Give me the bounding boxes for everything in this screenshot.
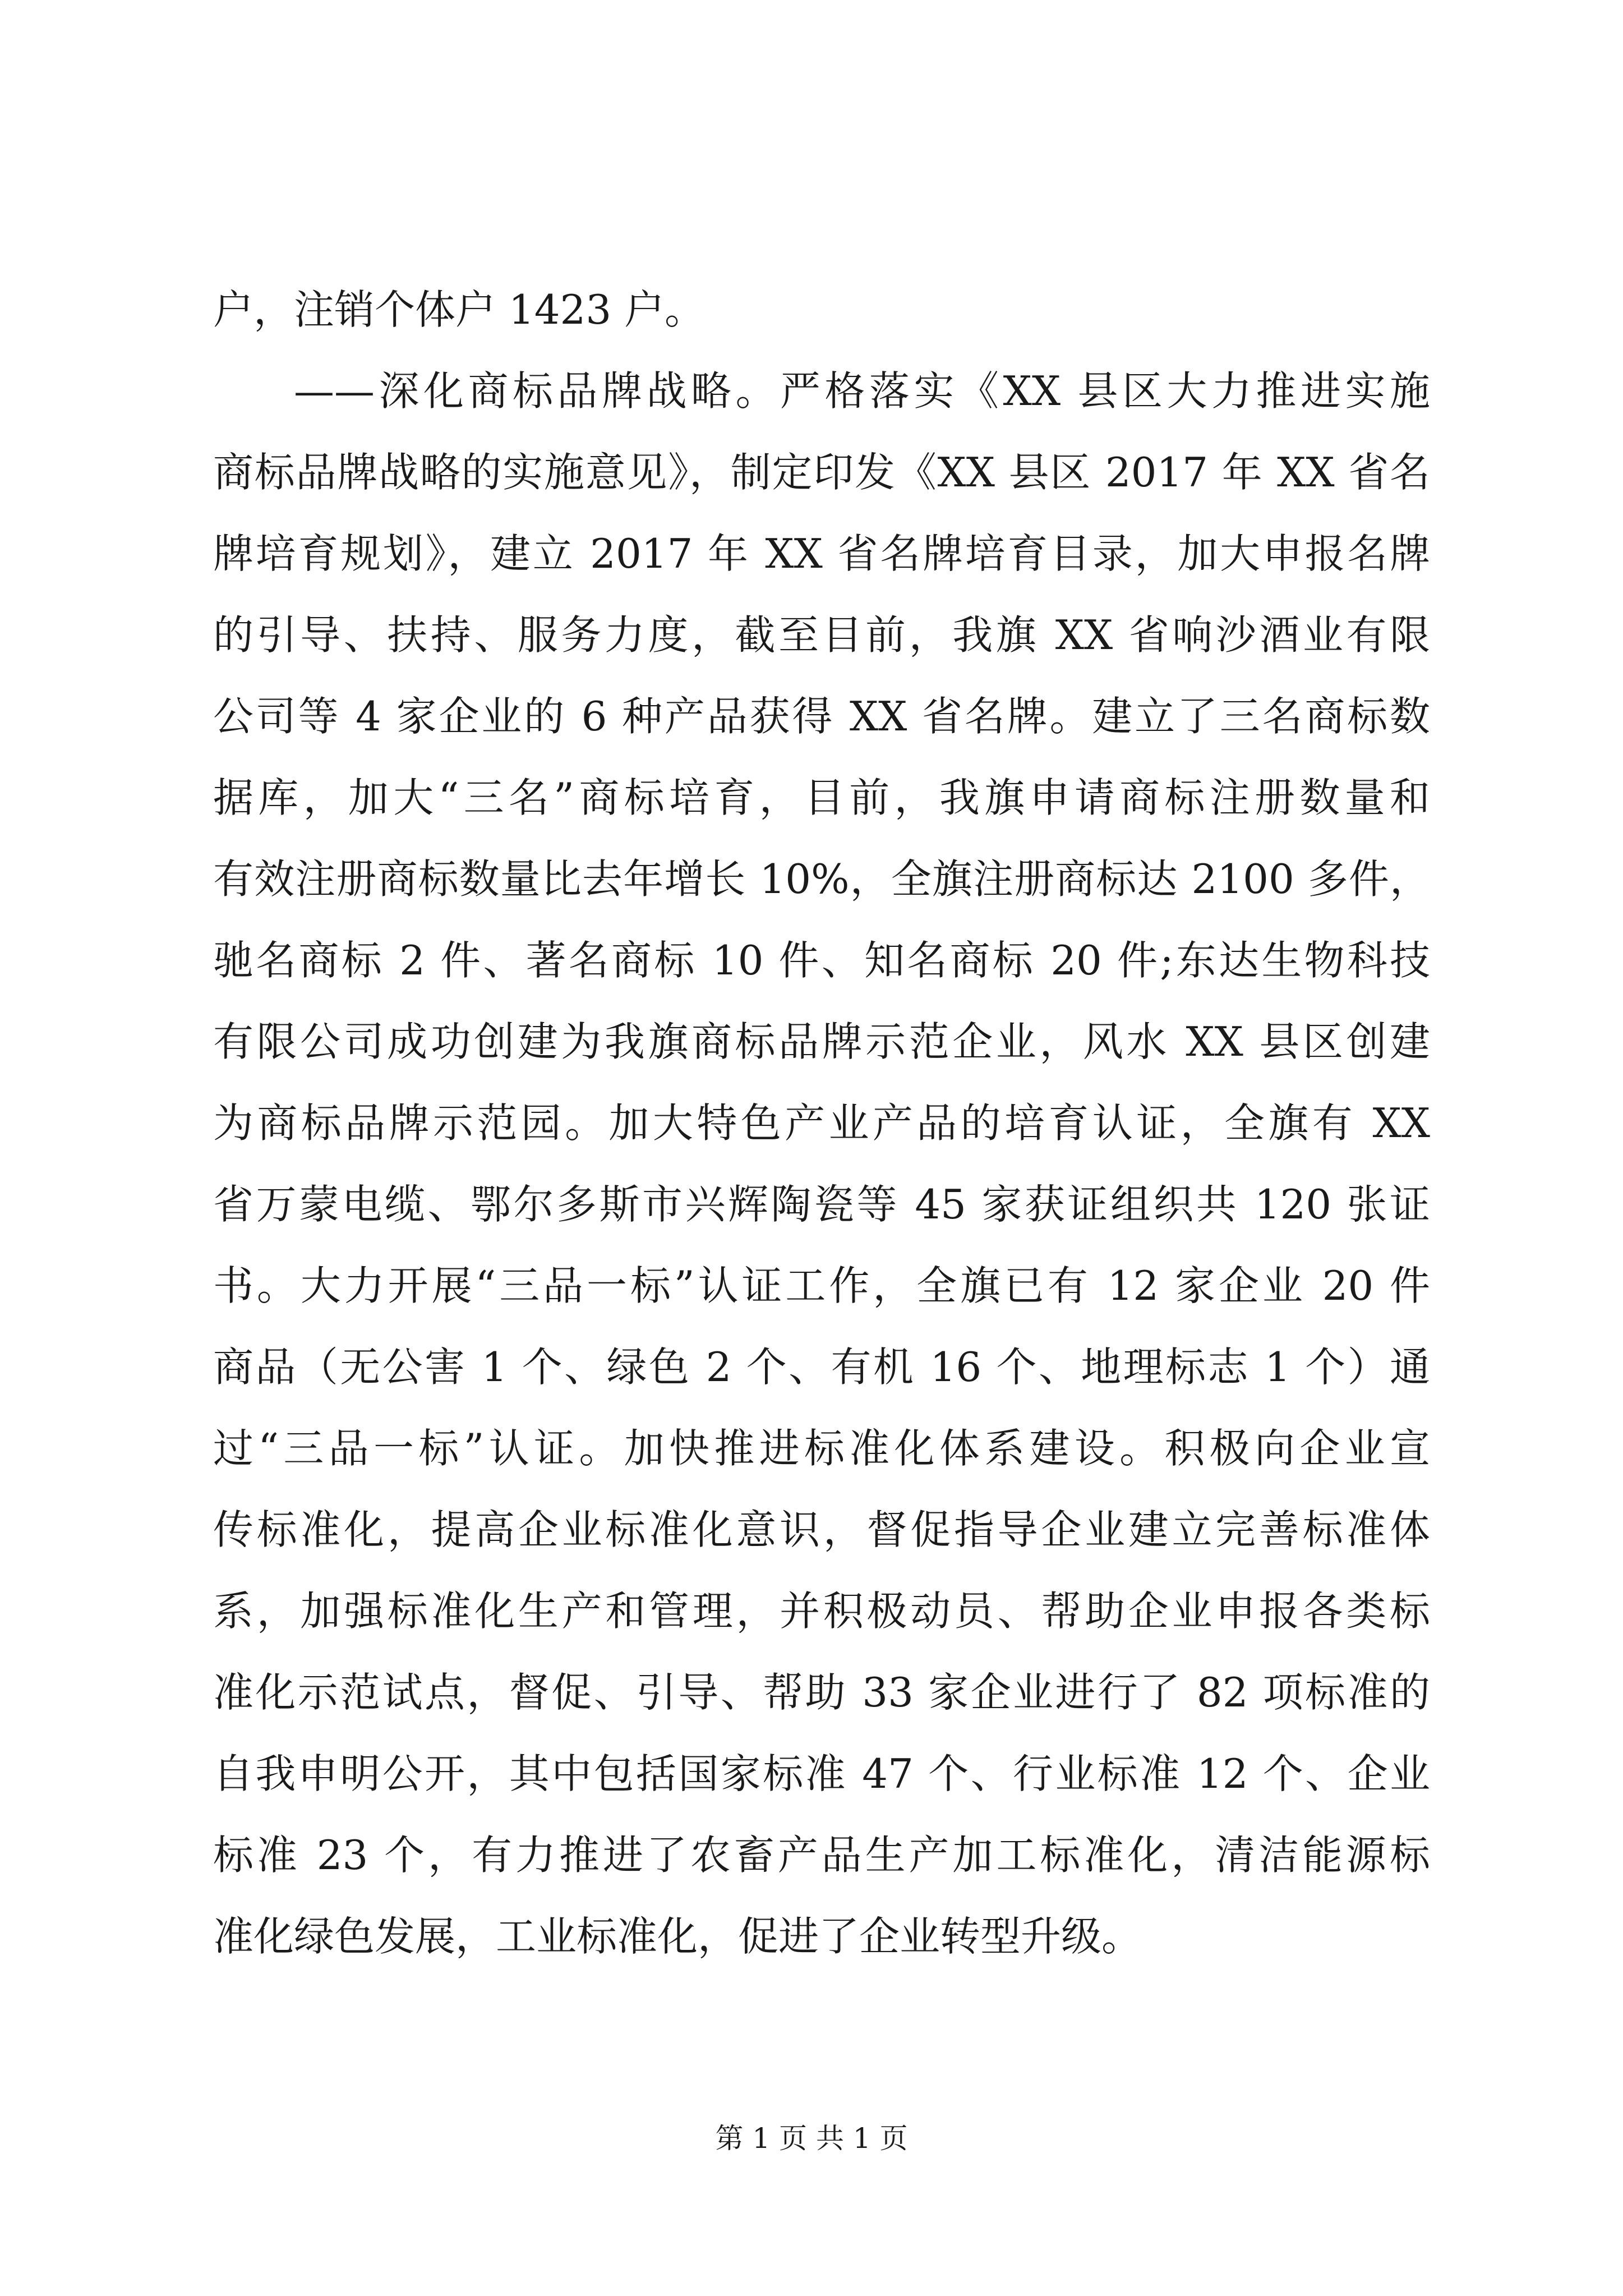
text-line: 的引导、扶持、服务力度，截至目前，我旗 XX 省响沙酒业有限 xyxy=(213,611,1430,659)
text-line: 驰名商标 2 件、著名商标 10 件、知名商标 20 件;东达生物科技 xyxy=(213,937,1430,984)
body-text xyxy=(213,269,1430,1977)
text-line: 为商标品牌示范园。加大特色产业产品的培育认证，全旗有 XX xyxy=(213,1099,1430,1147)
text-line: 书。大力开展“三品一标”认证工作，全旗已有 12 家企业 20 件 xyxy=(213,1262,1430,1309)
text-line: 过“三品一标”认证。加快推进标准化体系建设。积极向企业宣 xyxy=(213,1425,1430,1472)
text-line: 传标准化，提高企业标准化意识，督促指导企业建立完善标准体 xyxy=(213,1506,1430,1553)
text-line: 准化绿色发展，工业标准化，促进了企业转型升级。 xyxy=(213,1913,1142,1960)
text-line: 系，加强标准化生产和管理，并积极动员、帮助企业申报各类标 xyxy=(213,1588,1430,1635)
text-line: 标准 23 个，有力推进了农畜产品生产加工标准化，清洁能源标 xyxy=(213,1832,1430,1879)
text-line: 据库，加大“三名”商标培育，目前，我旗申请商标注册数量和 xyxy=(213,774,1430,821)
page-number-footer: 第 1 页 共 1 页 xyxy=(715,2122,908,2155)
text-line: 省万蒙电缆、鄂尔多斯市兴辉陶瓷等 45 家获证组织共 120 张证 xyxy=(213,1181,1430,1228)
text-line: 有限公司成功创建为我旗商标品牌示范企业，风水 XX 县区创建 xyxy=(213,1018,1430,1065)
text-line: 公司等 4 家企业的 6 种产品获得 XX 省名牌。建立了三名商标数 xyxy=(213,693,1430,740)
text-line: 商标品牌战略的实施意见》，制定印发《XX 县区 2017 年 XX 省名 xyxy=(213,449,1430,496)
text-line: 准化示范试点，督促、引导、帮助 33 家企业进行了 82 项标准的 xyxy=(213,1669,1430,1716)
text-line: 有效注册商标数量比去年增长 10%，全旗注册商标达 2100 多件， xyxy=(213,855,1430,903)
text-line: 商品（无公害 1 个、绿色 2 个、有机 16 个、地理标志 1 个）通 xyxy=(213,1343,1430,1391)
text-line: 自我申明公开，其中包括国家标准 47 个、行业标准 12 个、企业 xyxy=(213,1750,1430,1797)
text-line: 户，注销个体户 1423 户。 xyxy=(213,286,706,333)
text-line: 牌培育规划》，建立 2017 年 XX 省名牌培育目录，加大申报名牌 xyxy=(213,530,1430,577)
text-line: ——深化商标品牌战略。严格落实《XX 县区大力推进实施 xyxy=(294,367,1430,415)
